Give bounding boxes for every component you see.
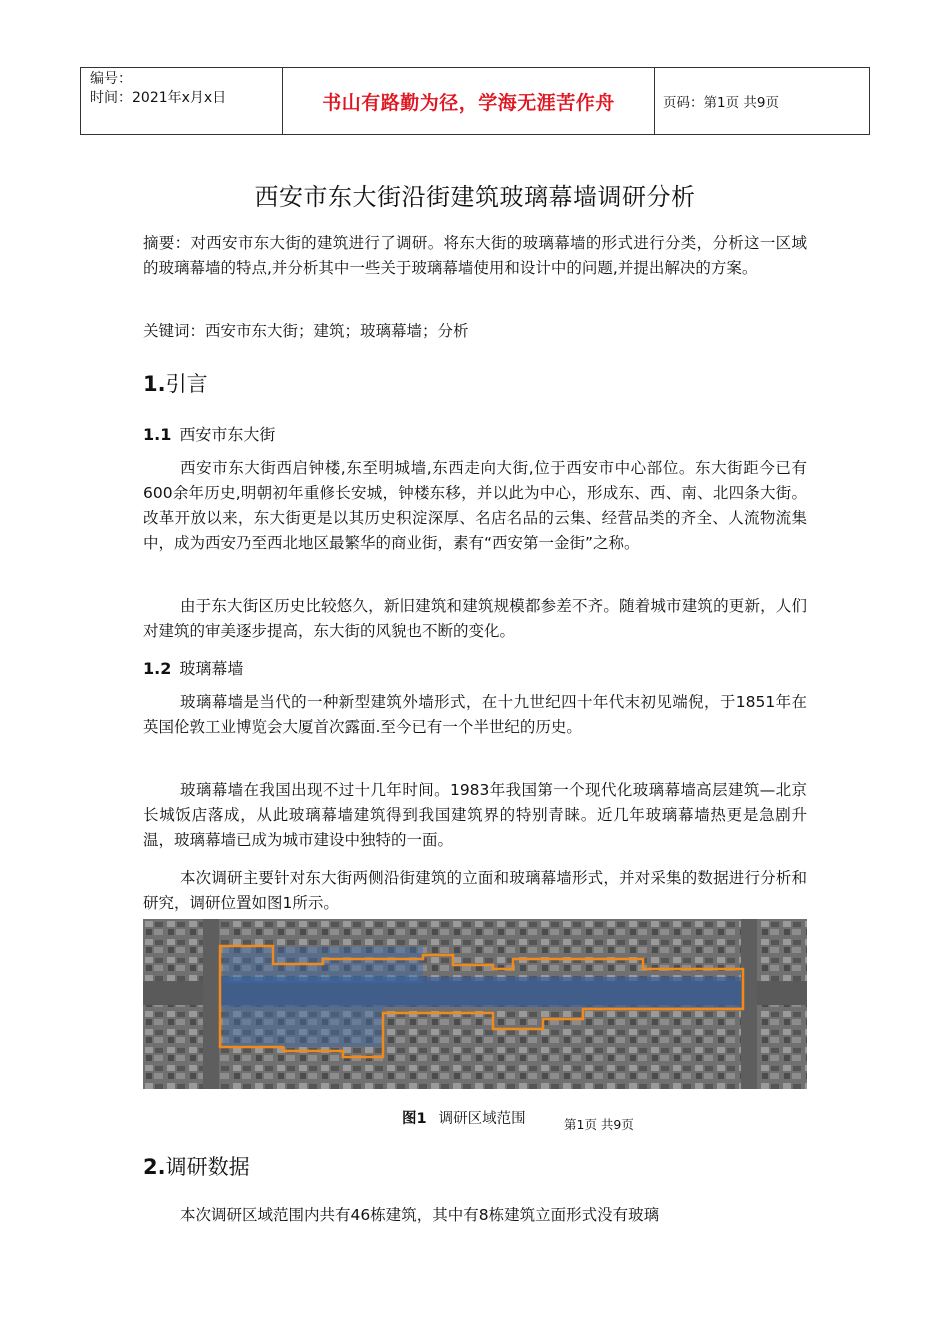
section-1-2-title: 玻璃幕墙 bbox=[179, 659, 244, 678]
document-title: 西安市东大街沿街建筑玻璃幕墙调研分析 bbox=[254, 183, 696, 211]
abstract: 摘要：对西安市东大街的建筑进行了调研。将东大街的玻璃幕墙的形式进行分类，分析这一区域的玻璃幕墙的特点,并分析其中一些关于玻璃幕墙使用和设计中的问题,并提出解决的方案。 bbox=[143, 234, 807, 277]
page-info: 页码：第1页 共9页 bbox=[663, 95, 779, 111]
header-meta bbox=[81, 68, 283, 134]
aerial-map-figure bbox=[143, 919, 807, 1089]
section-1-1-number: 1.1 bbox=[143, 425, 172, 444]
section-1-number: 1. bbox=[143, 372, 166, 396]
header-table bbox=[80, 67, 870, 135]
section-1-2-number: 1.2 bbox=[143, 659, 172, 678]
paragraph-1-2-b: 玻璃幕墙在我国出现不过十几年时间。1983年我国第一个现代化玻璃幕墙高层建筑—北京长城饭店落成，从此玻璃幕墙建筑得到我国建筑界的特别青睐。近几年玻璃幕墙热更是急剧升温，玻璃幕墙已成为城市建设中独特的一面。 bbox=[143, 781, 807, 849]
paragraph-2-a: 本次调研区域范围内共有46栋建筑，其中有8栋建筑立面形式没有玻璃 bbox=[180, 1206, 660, 1224]
figure-label: 图1 bbox=[402, 1111, 427, 1127]
paragraph-1-1-a: 西安市东大街西启钟楼,东至明城墙,东西走向大街,位于西安市中心部位。东大街距今已有600余年历史,明朝初年重修长安城，钟楼东移，并以此为中心，形成东、西、南、北四条大街。改革开放以来，东大街更是以其历史积淀深厚、名店名品的云集、经营品类的齐全、人流物流集中，成为西安乃至西北地区最繁华的商业街，素有“西安第一金街”之称。 bbox=[143, 459, 807, 552]
section-2-number: 2. bbox=[143, 1155, 166, 1179]
motto: 书山有路勤为径，学海无涯苦作舟 bbox=[283, 68, 655, 134]
section-2-title: 调研数据 bbox=[165, 1155, 250, 1179]
number-label: 编号： bbox=[90, 71, 132, 87]
section-2-heading bbox=[143, 1151, 250, 1181]
figure-caption bbox=[402, 1107, 526, 1128]
keywords: 关键词：西安市东大街；建筑；玻璃幕墙；分析 bbox=[143, 322, 469, 340]
paragraph-1-1-b: 由于东大街区历史比较悠久，新旧建筑和建筑规模都参差不齐。随着城市建筑的更新，人们对建筑的审美逐步提高，东大街的风貌也不断的变化。 bbox=[143, 597, 807, 640]
section-1-2-heading bbox=[143, 656, 243, 679]
section-1-1-heading bbox=[143, 422, 275, 445]
paragraph-1-2-c: 本次调研主要针对东大街两侧沿街建筑的立面和玻璃幕墙形式，并对采集的数据进行分析和研究，调研位置如图1所示。 bbox=[143, 869, 807, 912]
section-1-1-title: 西安市东大街 bbox=[179, 425, 276, 444]
section-1-heading bbox=[143, 368, 208, 398]
figure-caption-text: 调研区域范围 bbox=[438, 1111, 526, 1127]
page-number: 第1页 共9页 bbox=[564, 1117, 634, 1132]
date-line: 时间：2021年x月x日 bbox=[90, 90, 227, 106]
section-1-title: 引言 bbox=[165, 372, 208, 396]
paragraph-1-2-a: 玻璃幕墙是当代的一种新型建筑外墙形式，在十九世纪四十年代末初见端倪，于1851年在英国伦敦工业博览会大厦首次露面.至今已有一个半世纪的历史。 bbox=[143, 693, 807, 736]
